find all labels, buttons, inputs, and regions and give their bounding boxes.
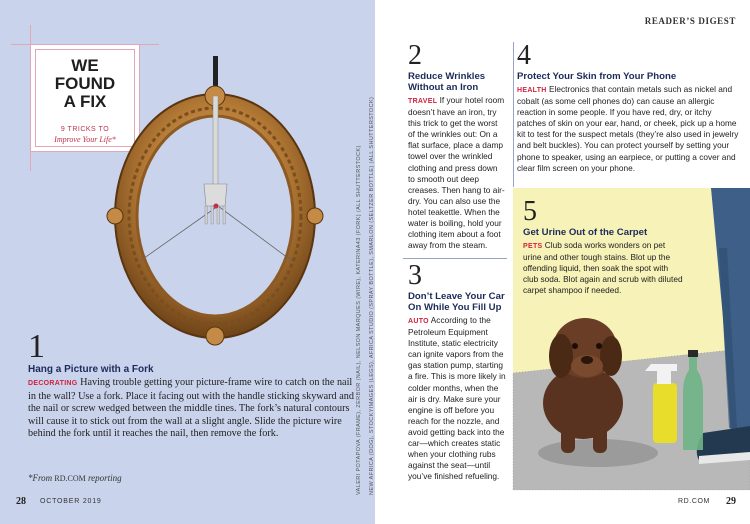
tip3 — [408, 262, 508, 482]
tip4-title: Protect Your Skin from Your Phone — [517, 71, 677, 82]
tip5-body: PETS Club soda works wonders on pet urine and other tough stains. Blot up the offending liquid, then soak the spot with club soda. Blot again and scrub with diluted carpet shampoo if needed. — [523, 240, 683, 296]
tip2-body: TRAVEL If your hotel room doesn’t have an iron, try this trick to get the worst of the wrinkles out: On a flat surface, place a damp towel over the wrinkled clothing and press down to smooth out deep creases. Then hang to air-dry. You can also use the hotel teakettle. When the water is boiling, hold your clothing item about a foot away from the steam. — [408, 95, 505, 251]
tip4-number: 4 — [517, 40, 531, 71]
page-number-left: 28 — [16, 496, 26, 507]
ornate-frame-illustration — [100, 56, 330, 346]
tip2-title: Reduce Wrinkles Without an Iron — [408, 71, 486, 93]
right-page — [369, 0, 750, 524]
page-number-right: 29 — [726, 496, 736, 507]
tip4-category: HEALTH — [517, 87, 547, 94]
tip2 — [408, 42, 505, 251]
tip2-category: TRAVEL — [408, 98, 438, 105]
site-url: RD.COM — [678, 498, 710, 505]
tip2-number: 2 — [408, 40, 422, 71]
tip1-category: DECORATING — [28, 380, 78, 387]
tip5-title: Get Urine Out of the Carpet — [523, 227, 648, 238]
tip1-number: 1 — [28, 328, 45, 365]
tip4 — [517, 42, 739, 174]
tip3-body: AUTO According to the Petroleum Equipment Institute, static electricity can ignite vapors from the gas station pump, starting a fire. This is more likely in colder months, when the air is dry. Make sure your engine is off before you reach for the nozzle, and avoid getting back into the car—which creates static when your clothing rubs against the seat—until you’ve finished refueling. — [408, 315, 506, 482]
badge-title: WE FOUND A FIX — [54, 56, 116, 111]
tip3-title: Don’t Leave Your Car On While You Fill Up — [408, 291, 505, 313]
tip1-body: DECORATING Having trouble getting your picture-frame wire to catch on the nail in the wall? Use a fork. Place it facing out with the handle sticking skyward and the nail or screw wedged between the middle tines. The fork’s natural contours will cause it to stick out from the wall at a slight angle. Slide the picture wire behind the fork until it reaches the nail, then remove the fork. — [28, 377, 354, 440]
magazine-name: READER’S DIGEST — [644, 16, 736, 26]
tip5-number: 5 — [523, 196, 537, 227]
issue-date: OCTOBER 2019 — [40, 498, 102, 505]
photo-credit: NEW AFRICA (DOG), STOCKYIMAGES (LEGS), AFRICA STUDIO (SPRAY BOTTLE), SMARLON (SELTZER BOTTLE) (ALL SHUTTERSTOCK) — [369, 96, 375, 495]
badge-subtitle: 9 TRICKS TO Improve Your Life* — [54, 126, 116, 144]
tip1-title: Hang a Picture with a Fork — [28, 364, 154, 375]
tip-divider — [403, 258, 507, 259]
tip5-category: PETS — [523, 243, 543, 250]
tip3-category: AUTO — [408, 318, 429, 325]
tip4-body: HEALTH Electronics that contain metals such as nickel and cobalt (as some cell phones do) can cause an allergic reaction in some people. If you have red, dry, or itchy patches of skin on your ear, hand, or cheek, pick up a home kit to test for the suspect metals (they’re also used in jewelry and belt buckles). You can protect yourself by setting your phone to speaker, using an earpiece, or putting a cover and clear film screen on your phone. — [517, 84, 739, 173]
footnote: *From RD.COM reporting — [28, 473, 122, 483]
tip5 — [523, 198, 683, 296]
image-credit: VALERI POTAPOVA (FRAME), ZERBOR (NAIL), NELSON MARQUES (WIRE), KATERINA43 (FORK) (ALL SHUTTERSTOCK) — [356, 145, 362, 495]
tip3-number: 3 — [408, 260, 422, 291]
column-divider — [513, 42, 514, 187]
